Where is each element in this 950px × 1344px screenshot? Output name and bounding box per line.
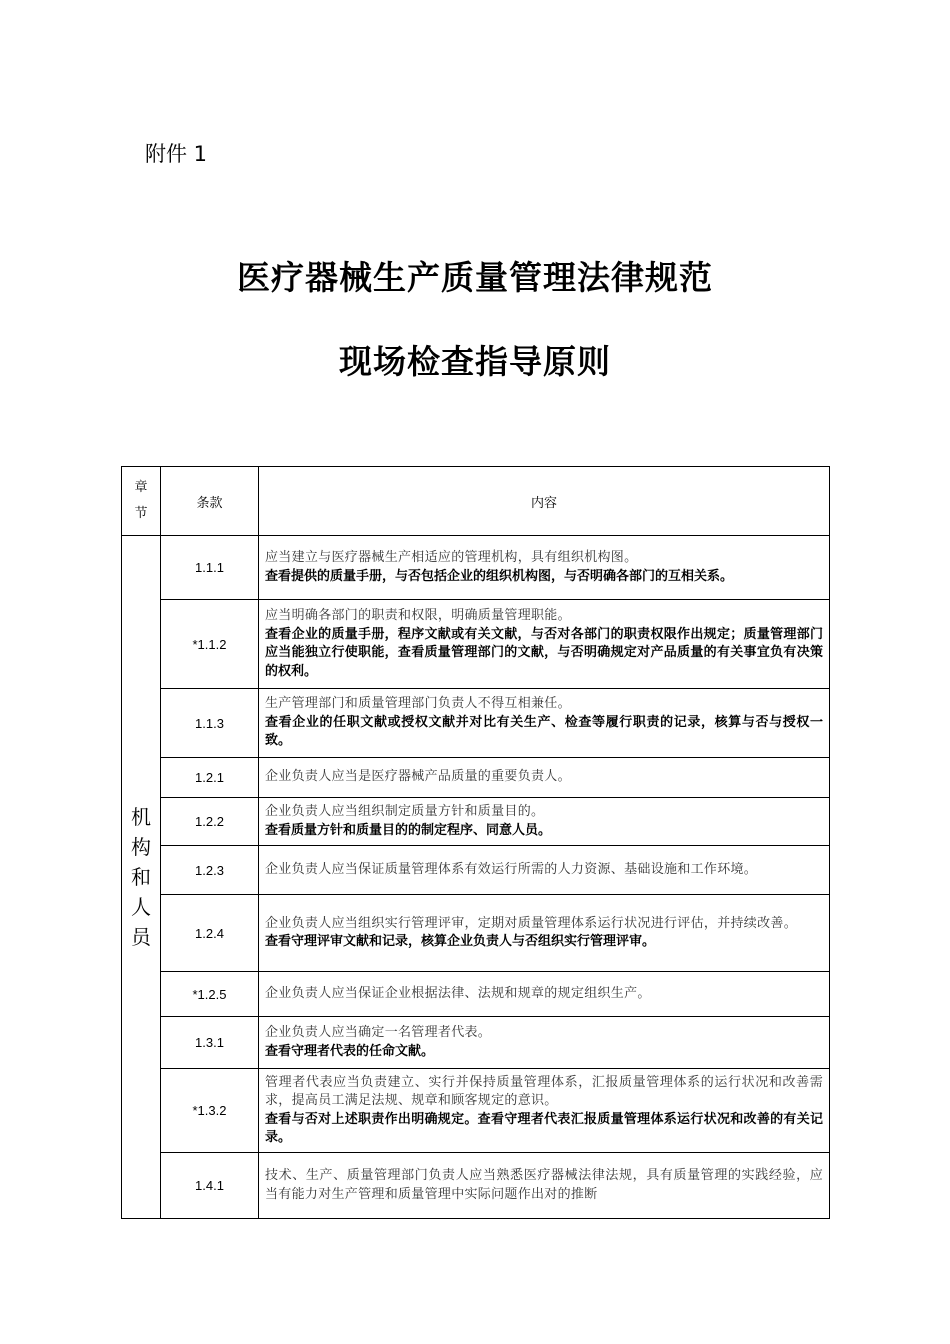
check-method-text: 查看与否对上述职责作出明确规定。查看守理者代表汇报质量管理体系运行状况和改善的有关记录。 [265, 1111, 823, 1145]
clause-content [259, 895, 830, 972]
clause-number: 1.1.3 [161, 689, 259, 758]
requirement-text: 应当建立与医疗器械生产相适应的管理机构，具有组织机构图。 [265, 550, 638, 565]
requirement-text: 企业负责人应当是医疗器械产品质量的重要负责人。 [265, 769, 571, 785]
table-row [122, 689, 830, 758]
check-method-text: 查看企业的质量手册，程序文献或有关文献，与否对各部门的职责权限作出规定；质量管理部门应当能独立行使职能，查看质量管理部门的文献，与否明确规定对产品质量的有关事宜负有决策的权利。 [265, 626, 823, 679]
table-row [122, 536, 830, 600]
chapter-name-char: 构 [131, 835, 151, 859]
clause-content [259, 1017, 830, 1069]
table-row [122, 798, 830, 846]
chapter-name-char: 人 [131, 895, 151, 919]
clause-number: 1.2.4 [161, 895, 259, 972]
header-chapter-char: 节 [134, 506, 148, 521]
clause-number: *1.1.2 [161, 600, 259, 689]
table-row [122, 972, 830, 1017]
requirement-text: 企业负责人应当确定一名管理者代表。 [265, 1025, 492, 1040]
requirement-text: 企业负责人应当保证企业根据法律、法规和规章的规定组织生产。 [265, 985, 651, 1001]
chapter-name-cell [122, 536, 161, 1219]
chapter-name-char: 机 [131, 805, 151, 829]
clause-number: 1.2.1 [161, 758, 259, 798]
table-row [122, 846, 830, 895]
check-method-text: 查看企业的任职文献或授权文献并对比有关生产、检查等履行职责的记录，核算与否与授权一致。 [265, 714, 823, 749]
header-content: 内容 [259, 467, 830, 536]
clause-content [259, 689, 830, 758]
clause-number: 1.1.1 [161, 536, 259, 600]
requirement-text: 生产管理部门和质量管理部门负责人不得互相兼任。 [265, 696, 571, 712]
requirement-text: 应当明确各部门的职责和权限，明确质量管理职能。 [265, 608, 571, 623]
check-method-text: 查看提供的质量手册，与否包括企业的组织机构图，与否明确各部门的互相关系。 [265, 568, 734, 584]
document-title-line2: 现场检查指导原则 [339, 342, 611, 381]
attachment-label: 附件 1 [145, 142, 208, 166]
clause-content [259, 600, 830, 689]
clause-content [259, 972, 830, 1017]
clause-number: 1.4.1 [161, 1153, 259, 1219]
clause-number: *1.2.5 [161, 972, 259, 1017]
table-row [122, 600, 830, 689]
clause-content [259, 758, 830, 798]
table-row [122, 1017, 830, 1069]
table-row [122, 895, 830, 972]
check-method-text: 查看守理者代表的任命文献。 [265, 1043, 435, 1059]
table-row [122, 758, 830, 798]
chapter-name-char: 和 [131, 865, 151, 889]
document-title-line1: 医疗器械生产质量管理法律规范 [237, 258, 713, 297]
table-row [122, 1153, 830, 1219]
clause-number: 1.2.3 [161, 846, 259, 895]
header-clause: 条款 [161, 467, 259, 536]
requirement-text: 管理者代表应当负责建立、实行并保持质量管理体系，汇报质量管理体系的运行状况和改善需求，提高员工满足法规、规章和顾客规定的意识。 [265, 1074, 823, 1108]
check-method-text: 查看守理评审文献和记录，核算企业负责人与否组织实行管理评审。 [265, 934, 656, 949]
requirement-text: 企业负责人应当组织实行管理评审，定期对质量管理体系运行状况进行评估，并持续改善。 [265, 915, 798, 931]
requirement-text: 企业负责人应当保证质量管理体系有效运行所需的人力资源、基础设施和工作环境。 [265, 861, 758, 877]
clause-number: 1.2.2 [161, 798, 259, 846]
requirement-text: 技术、生产、质量管理部门负责人应当熟悉医疗器械法律法规，具有质量管理的实践经验，应当有能力对生产管理和质量管理中实际问题作出对的推断 [265, 1168, 823, 1202]
clause-content [259, 536, 830, 600]
clause-number: *1.3.2 [161, 1069, 259, 1153]
table-row [122, 1069, 830, 1153]
clause-number: 1.3.1 [161, 1017, 259, 1069]
clause-content [259, 1153, 830, 1219]
chapter-name-char: 员 [131, 925, 151, 949]
clause-content [259, 846, 830, 895]
inspection-table [121, 466, 830, 1219]
header-chapter [122, 467, 161, 536]
clause-content [259, 798, 830, 846]
header-chapter-char: 章 [134, 480, 148, 495]
clause-content [259, 1069, 830, 1153]
check-method-text: 查看质量方针和质量目的的制定程序、同意人员。 [265, 822, 552, 838]
requirement-text: 企业负责人应当组织制定质量方针和质量目的。 [265, 804, 545, 819]
table-header-row [122, 467, 830, 536]
